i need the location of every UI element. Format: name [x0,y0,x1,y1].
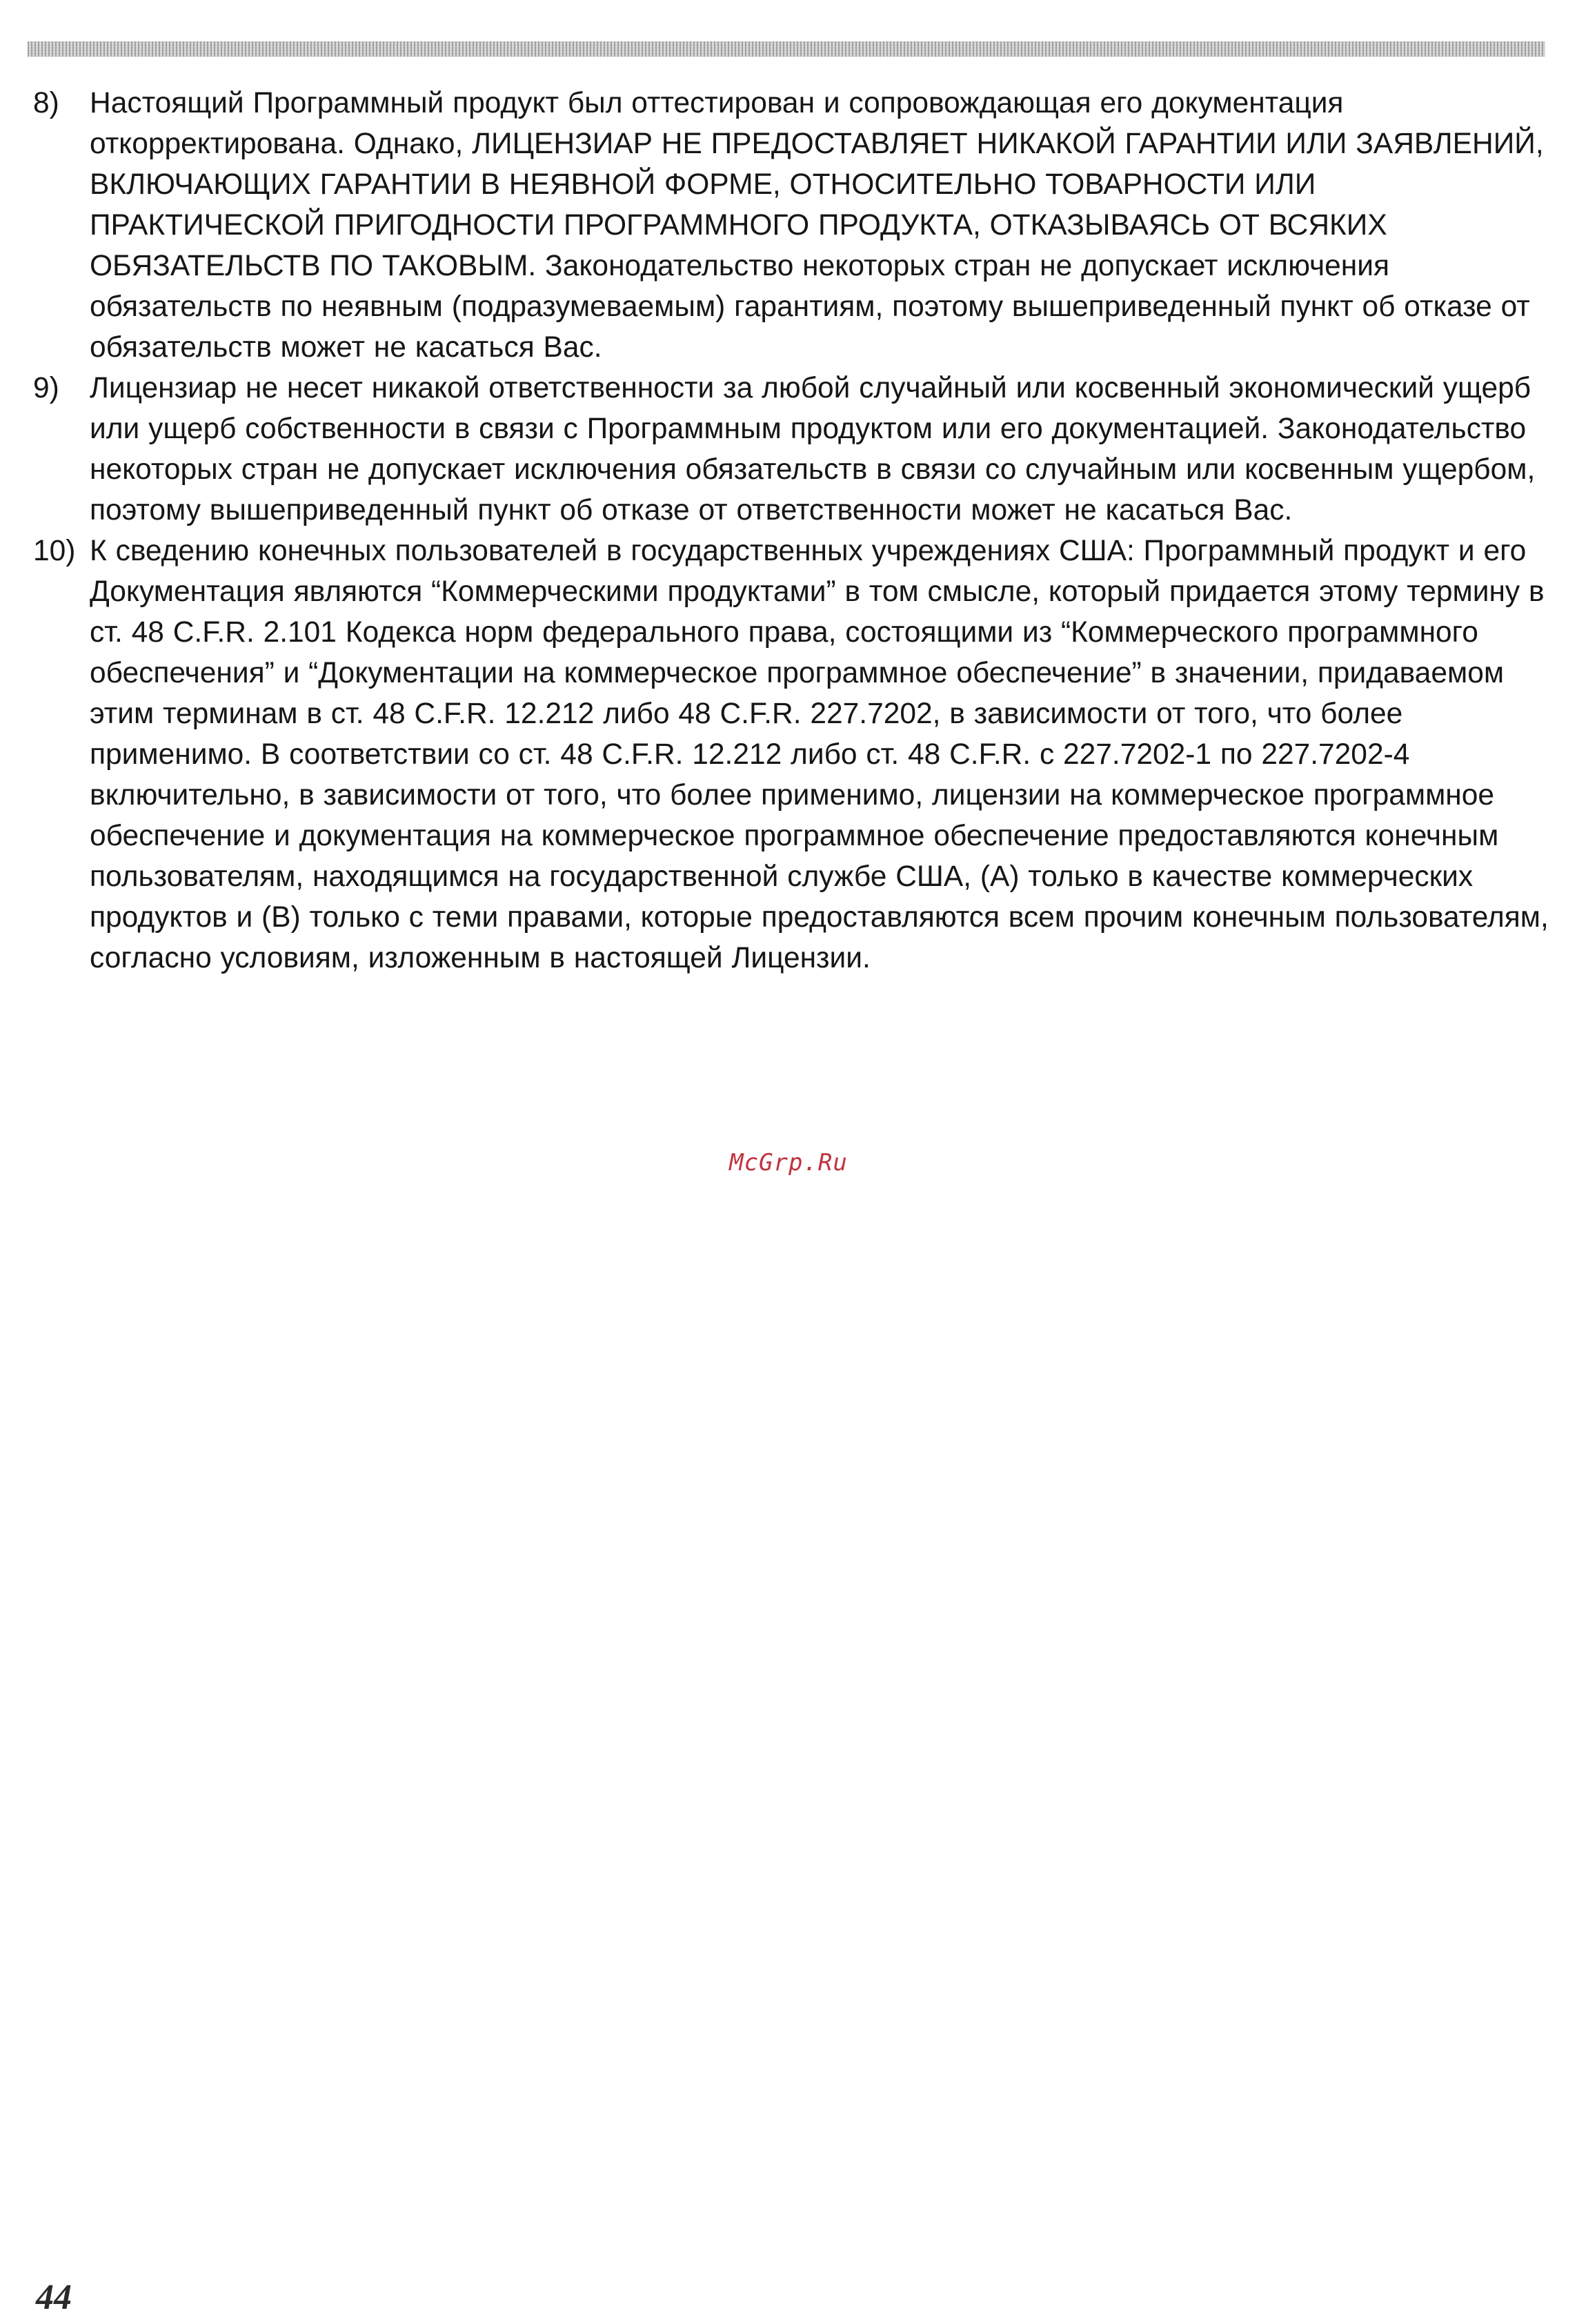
list-item-10 [33,531,1558,978]
list-item-8 [33,83,1558,368]
item-number: 9) [33,372,59,404]
item-text: Лицензиар не несет никакой ответственности за любой случайный или косвенный экономический ущерб или ущерб собственности в связи с Программным продуктом или его документацией. Законодательство некоторых стран не допускает исключения обязательств в связи со случайным или косвенным ущербом, поэтому вышеприведенный пункт об отказе от ответственности может не касаться Вас. [90,372,1536,526]
item-text: Настоящий Программный продукт был оттестирован и сопровождающая его документация откорректирована. Однако, ЛИЦЕНЗИАР НЕ ПРЕДОСТАВЛЯЕТ НИКАКОЙ ГАРАНТИИ ИЛИ ЗАЯВЛЕНИЙ, ВКЛЮЧАЮЩИХ ГАРАНТИИ В НЕЯВНОЙ ФОРМЕ, ОТНОСИТЕЛЬНО ТОВАРНОСТИ ИЛИ ПРАКТИЧЕСКОЙ ПРИГОДНОСТИ ПРОГРАММНОГО ПРОДУКТА, ОТКАЗЫВАЯСЬ ОТ ВСЯКИХ ОБЯЗАТЕЛЬСТВ ПО ТАКОВЫМ. Законодательство некоторых стран не допускает исключения обязательств по неявным (подразумеваемым) гарантиям, поэтому вышеприведенный пункт об отказе от обязательств может не касаться Вас. [90,87,1544,364]
page-number: 44 [36,2278,72,2317]
item-text: К сведению конечных пользователей в государственных учреждениях США: Программный продукт и его Документация являются “Коммерческими продуктами” в том смысле, который придается этому термину в ст. 48 C.F.R. 2.101 Кодекса норм федерального права, состоящими из “Коммерческого программного обеспечения” и “Документации на коммерческое программное обеспечение” в значении, придаваемом этим терминам в ст. 48 C.F.R. 12.212 либо 48 C.F.R. 227.7202, в зависимости от того, что более применимо. В соответствии со ст. 48 C.F.R. 12.212 либо ст. 48 C.F.R. с 227.7202-1 по 227.7202-4 включительно, в зависимости от того, что более применимо, лицензии на коммерческое программное обеспечение и документация на коммерческое программное обеспечение предоставляются конечным пользователям, находящимся на государственной службе США, (A) только в качестве коммерческих продуктов и (B) только с теми правами, которые предоставляются всем прочим конечным пользователям, согласно условиям, изложенным в настоящей Лицензии. [90,535,1549,974]
item-number: 10) [33,535,76,567]
license-terms-list [33,83,1558,978]
header-band [28,41,1545,57]
item-number: 8) [33,87,59,119]
watermark: McGrp.Ru [729,1149,848,1176]
list-item-9 [33,368,1558,531]
